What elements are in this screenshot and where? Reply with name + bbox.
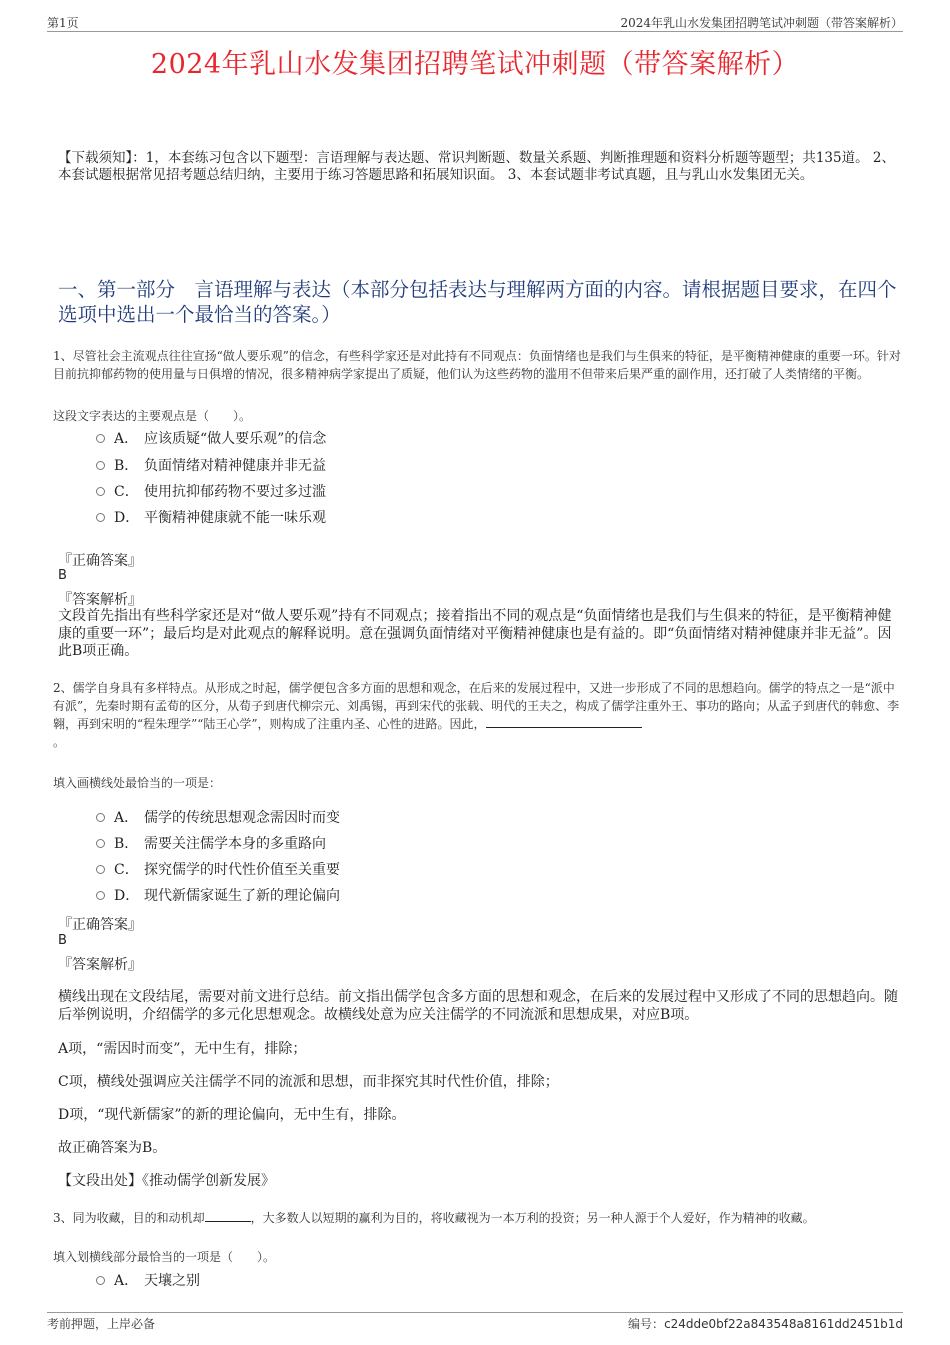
- page-number: 第1页: [47, 16, 79, 30]
- option-text: 应该质疑“做人要乐观”的信念: [144, 431, 327, 447]
- q2-analysis-label: 『答案解析』: [58, 957, 142, 973]
- footer-code-value: c24dde0bf22a843548a8161dd2451b1d: [664, 1317, 903, 1331]
- radio-icon[interactable]: [96, 487, 105, 496]
- q2-note-d: D项，“现代新儒家”的新的理论偏向，无中生有，排除。: [58, 1107, 406, 1123]
- q2-analysis: 横线出现在文段结尾，需要对前文进行总结。前文指出儒学包含多方面的思想和观念，在后来的发展过程中又形成了不同的思想趋向。随后举例说明，介绍儒学的多元化思想观念。故横线处意为应关注儒学的不同流派和思想成果，对应B项。: [58, 989, 898, 1023]
- option-text: 需要关注儒学本身的多重路向: [144, 836, 326, 852]
- q2-stem-end: 。: [53, 735, 66, 749]
- radio-icon[interactable]: [96, 813, 105, 822]
- q1-option-d[interactable]: [96, 507, 326, 527]
- q1-analysis-label: 『答案解析』: [58, 592, 142, 608]
- q2-prompt: 填入画横线处最恰当的一项是：: [53, 776, 222, 790]
- q1-analysis: 文段首先指出有些科学家还是对“做人要乐观”持有不同观点；接着指出不同的观点是“负面情绪也是我们与生俱来的特征，是平衡精神健康的重要一环”；最后均是对此观点的解释说明。意在强调负面情绪对平衡精神健康也是有益的。即“负面情绪对精神健康并非无益”。因此B项正确。: [58, 608, 892, 659]
- option-text: 现代新儒家诞生了新的理论偏向: [144, 888, 340, 904]
- q3-prompt: 填入划横线部分最恰当的一项是（ ）。: [53, 1250, 276, 1264]
- q3-option-a[interactable]: [96, 1270, 200, 1290]
- option-letter: D．: [114, 888, 140, 904]
- q1-option-a[interactable]: [96, 428, 326, 448]
- q2-option-b[interactable]: [96, 833, 326, 853]
- q3-stem-before: 3、同为收藏，目的和动机却: [53, 1211, 205, 1225]
- q2-option-a[interactable]: [96, 807, 340, 827]
- footer-divider: [47, 1312, 903, 1313]
- q3-fill-blank: [205, 1209, 251, 1222]
- option-letter: A．: [114, 810, 139, 826]
- q2-note-a: A项，“需因时而变”，无中生有，排除；: [58, 1041, 307, 1057]
- q2-answer: B: [58, 933, 67, 948]
- q2-fill-blank: [486, 715, 642, 728]
- q2-source: 【文段出处】《推动儒学创新发展》: [58, 1173, 275, 1189]
- q1-option-c[interactable]: [96, 481, 326, 501]
- radio-icon[interactable]: [96, 513, 105, 522]
- option-text: 儒学的传统思想观念需因时而变: [144, 810, 340, 826]
- q2-note-c: C项，横线处强调应关注儒学不同的流派和思想，而非探究其时代性价值，排除；: [58, 1074, 559, 1090]
- header-doc-title: 2024年乳山水发集团招聘笔试冲刺题（带答案解析）: [620, 16, 903, 30]
- option-text: 探究儒学的时代性价值至关重要: [144, 862, 340, 878]
- option-letter: B．: [114, 836, 139, 852]
- q3-stem: [53, 1209, 903, 1227]
- section-heading: 一、第一部分 言语理解与表达（本部分包括表达与理解两方面的内容。请根据题目要求，在四个选项中选出一个最恰当的答案。）: [58, 278, 897, 326]
- download-notice: 【下载须知】：1，本套练习包含以下题型：言语理解与表达题、常识判断题、数量关系题、判断推理题和资料分析题等题型；共135道。 2、本套试题根据常见招考题总结归纳，主要用于练习答题思路和拓展知识面。 3、本套试题非考试真题，且与乳山水发集团无关。: [58, 150, 895, 183]
- option-letter: D．: [114, 510, 140, 526]
- option-letter: A．: [114, 1273, 139, 1289]
- option-text: 平衡精神健康就不能一味乐观: [144, 510, 326, 526]
- radio-icon[interactable]: [96, 1276, 105, 1285]
- q2-stem: [53, 679, 903, 751]
- q2-stem-text: 2、儒学自身具有多样特点。从形成之时起，儒学便包含多方面的思想和观念，在后来的发展过程中，又进一步形成了不同的思想趋向。儒学的特点之一是“派中有派”，先秦时期有孟荀的区分，从荀子到唐代柳宗元、刘禹锡，再到宋代的张载、明代的王夫之，构成了儒学注重外王、事功的路向；从孟子到唐代的韩愈、李翱，再到宋明的“程朱理学”“陆王心学”，则构成了注重内圣、心性的进路。因此，: [53, 681, 900, 731]
- option-letter: B．: [114, 458, 139, 474]
- q1-answer: B: [58, 568, 67, 583]
- radio-icon[interactable]: [96, 434, 105, 443]
- option-letter: A．: [114, 431, 139, 447]
- radio-icon[interactable]: [96, 865, 105, 874]
- radio-icon[interactable]: [96, 839, 105, 848]
- q3-stem-after: ，大多数人以短期的赢利为目的，将收藏视为一本万利的投资；另一种人源于个人爱好，作为精神的收藏。: [250, 1211, 815, 1225]
- footer-code: [628, 1315, 903, 1332]
- option-text: 使用抗抑郁药物不要过多过滥: [144, 484, 326, 500]
- q1-option-b[interactable]: [96, 455, 326, 475]
- radio-icon[interactable]: [96, 461, 105, 470]
- q2-option-c[interactable]: [96, 859, 340, 879]
- option-letter: C．: [114, 862, 139, 878]
- header-divider: [47, 31, 903, 32]
- q2-conclusion: 故正确答案为B。: [58, 1140, 167, 1156]
- footer-slogan: 考前押题，上岸必备: [47, 1317, 156, 1331]
- option-text: 天壤之别: [144, 1273, 200, 1289]
- q1-stem: 1、尽管社会主流观点往往宣扬“做人要乐观”的信念，有些科学家还是对此持有不同观点：负面情绪也是我们与生俱来的特征，是平衡精神健康的重要一环。针对目前抗抑郁药物的使用量与日俱增的情况，很多精神病学家提出了质疑，他们认为这些药物的滥用不但带来后果严重的副作用，还打破了人类情绪的平衡。: [53, 349, 901, 381]
- q2-option-d[interactable]: [96, 885, 340, 905]
- q2-answer-label: 『正确答案』: [58, 917, 142, 933]
- q1-prompt: 这段文字表达的主要观点是（ ）。: [53, 409, 252, 423]
- footer-code-label: 编号：: [628, 1317, 665, 1331]
- q1-answer-label: 『正确答案』: [58, 553, 142, 569]
- option-letter: C．: [114, 484, 139, 500]
- radio-icon[interactable]: [96, 891, 105, 900]
- option-text: 负面情绪对精神健康并非无益: [144, 458, 326, 474]
- page-title: 2024年乳山水发集团招聘笔试冲刺题（带答案解析）: [150, 49, 800, 80]
